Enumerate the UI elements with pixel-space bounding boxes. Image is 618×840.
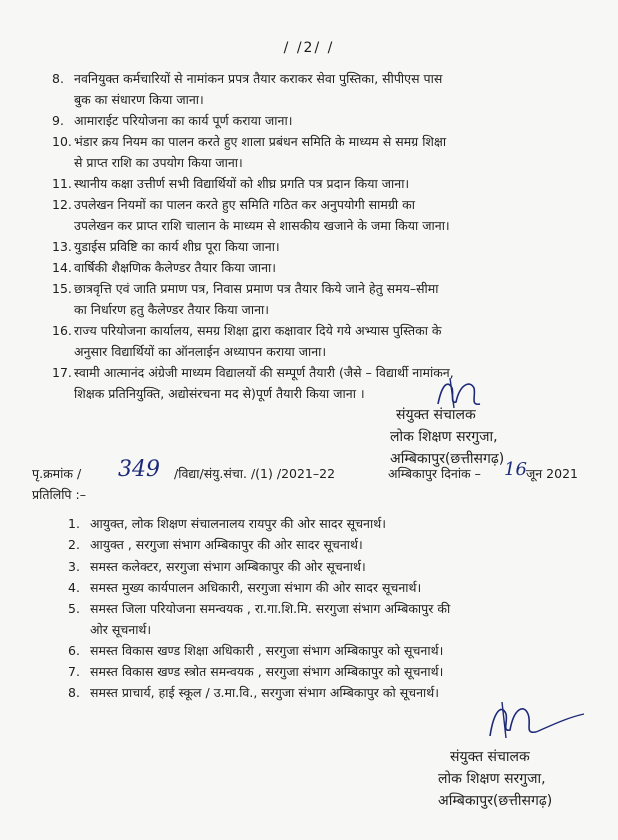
item-number: 8.: [68, 685, 80, 700]
item-number: 3.: [68, 559, 80, 574]
signature-block-2: [438, 746, 552, 812]
item-text: नवनियुक्त कर्मचारियों से नामांकन प्रपत्र तैयार कराकर सेवा पुस्तिका, सीपीएस पास: [74, 71, 443, 86]
signature-scribble: [480, 696, 590, 746]
list-item: [52, 236, 572, 257]
item-text-continued: का निर्धारण हतु कैलेण्डर तैयार किया जाना।: [74, 302, 269, 317]
item-number: 6.: [68, 643, 80, 658]
list-item: [68, 661, 558, 682]
item-text-continued: बुक का संधारण किया जाना।: [74, 92, 204, 107]
signatory-location: अम्बिकापुर(छत्तीसगढ़): [390, 451, 505, 467]
reference-prefix: पृ.क्रमांक /: [32, 466, 82, 481]
item-text-continued: ओर सूचनार्थ।: [90, 622, 152, 637]
list-item: [52, 278, 572, 320]
page-number: / /2/ /: [283, 40, 335, 56]
reference-number: 349: [118, 457, 160, 482]
item-text: स्वामी आत्मानंद अंग्रेजी माध्यम विद्यालयों की सम्पूर्ण तैयारी (जैसे – विद्यार्थी नामांकन,: [74, 365, 454, 380]
item-text-continued: से प्राप्त राशि का उपयोग किया जाना।: [74, 155, 243, 170]
item-number: 7.: [68, 664, 80, 679]
item-text: भंडार क्रय नियम का पालन करते हुए शाला प्रबंधन समिति के माध्यम से समग्र शिक्षा: [74, 134, 447, 149]
list-item: [52, 173, 572, 194]
item-text: उपलेखन नियमों का पालन करते हुए समिति गठित कर अनुपयोगी सामग्री का: [74, 197, 415, 212]
item-text: समस्त विकास खण्ड शिक्षा अधिकारी , सरगुजा संभाग अम्बिकापुर को सूचनार्थ।: [90, 643, 444, 658]
item-number: 15.: [52, 281, 72, 296]
item-text: आमाराईट परियोजना का कार्य पूर्ण कराया जाना।: [74, 113, 293, 128]
item-number: 14.: [52, 260, 72, 275]
item-number: 13.: [52, 239, 72, 254]
item-number: 2.: [68, 537, 80, 552]
list-item: [52, 257, 572, 278]
item-text: समस्त जिला परियोजना समन्वयक , रा.गा.शि.मि. सरगुजा संभाग अम्बिकापुर की: [90, 601, 451, 616]
item-number: 4.: [68, 580, 80, 595]
item-number: 17.: [52, 365, 72, 380]
signature-block-1: [390, 404, 504, 470]
item-number: 1.: [68, 516, 80, 531]
item-number: 10.: [52, 134, 72, 149]
reference-place-date: अम्बिकापुर दिनांक –: [388, 466, 481, 481]
item-number: 11.: [52, 176, 72, 191]
list-item: [68, 640, 558, 661]
item-text: आयुक्त , सरगुजा संभाग अम्बिकापुर की ओर सादर सूचनार्थ।: [90, 537, 363, 552]
item-text-continued: उपलेखन कर प्राप्त राशि चालान के माध्यम से शासकीय खजाने के जमा किया जाना।: [74, 218, 450, 233]
item-number: 5.: [68, 601, 80, 616]
reference-month-year: जून 2021: [526, 466, 578, 481]
signatory-location: अम्बिकापुर(छत्तीसगढ़): [438, 793, 553, 809]
reference-details: /विद्या/संयु.संचा. /(1) /2021–22: [174, 466, 336, 481]
item-text: स्थानीय कक्षा उत्तीर्ण सभी विद्यार्थियों को शीघ्र प्रगति पत्र प्रदान किया जाना।: [74, 176, 410, 191]
item-number: 8.: [52, 71, 64, 86]
copy-label: प्रतिलिपि :–: [32, 487, 86, 502]
list-item: [68, 513, 558, 534]
item-text: राज्य परियोजना कार्यालय, समग्र शिक्षा द्वारा कक्षावार दिये गये अभ्यास पुस्तिका के: [74, 323, 442, 338]
item-number: 16.: [52, 323, 72, 338]
list-item: [68, 598, 558, 640]
signatory-office: लोक शिक्षण सरगुजा,: [390, 429, 498, 445]
list-item: [52, 110, 572, 131]
list-item: [68, 577, 558, 598]
item-text-continued: शिक्षक प्रतिनियुक्ति, अद्योसंरचना मद से)पूर्ण तैयारी किया जाना ।: [74, 386, 365, 401]
item-text: समस्त मुख्य कार्यपालन अधिकारी, सरगुजा संभाग की ओर सादर सूचनार्थ।: [90, 580, 422, 595]
list-item: [52, 362, 572, 404]
item-text-continued: अनुसार विद्यार्थियों का ऑनलाईन अध्यापन कराया जाना।: [74, 344, 327, 359]
item-text: समस्त विकास खण्ड स्त्रोत समन्वयक , सरगुजा संभाग अम्बिकापुर को सूचनार्थ।: [90, 664, 444, 679]
item-number: 9.: [52, 113, 64, 128]
list-item: [68, 556, 558, 577]
list-item: [68, 534, 558, 555]
item-text: वार्षिकी शैक्षणिक कैलेण्डर तैयार किया जाना।: [74, 260, 276, 275]
item-text: छात्रवृत्ति एवं जाति प्रमाण पत्र, निवास प्रमाण पत्र तैयार किये जाने हेतु समय–सीमा: [74, 281, 439, 296]
item-text: युडाईस प्रविष्टि का कार्य शीघ्र पूरा किया जाना।: [74, 239, 280, 254]
list-item: [52, 320, 572, 362]
item-number: 12.: [52, 197, 72, 212]
item-text: समस्त प्राचार्य, हाई स्कूल / उ.मा.वि., सरगुजा संभाग अम्बिकापुर को सूचनार्थ।: [90, 685, 439, 700]
item-text: आयुक्त, लोक शिक्षण संचालनालय रायपुर की ओर सादर सूचनार्थ।: [90, 516, 386, 531]
signatory-designation: संयुक्त संचालक: [450, 749, 530, 765]
item-text: समस्त कलेक्टर, सरगुजा संभाग अम्बिकापुर की ओर सूचनार्थ।: [90, 559, 366, 574]
signatory-designation: संयुक्त संचालक: [396, 407, 476, 423]
signatory-office: लोक शिक्षण सरगुजा,: [438, 771, 546, 787]
list-item: [52, 68, 572, 110]
reference-day: 16: [504, 459, 527, 480]
list-item: [52, 194, 572, 236]
list-item: [52, 131, 572, 173]
